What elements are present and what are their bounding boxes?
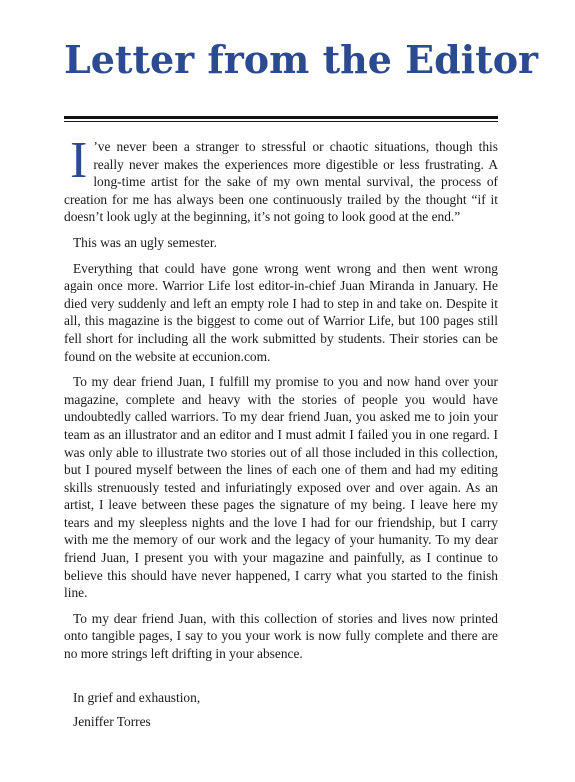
paragraph-ugly-semester: This was an ugly semester.	[73, 234, 217, 250]
closing-block	[64, 689, 498, 731]
paragraph-everything-wrong: Everything that could have gone wrong went wrong and then went wrong again once more. Warrior Life lost editor-in-chief Juan Miranda in January. He died very suddenly and left an empty role I had to step in and take on. Despite it all, this magazine is the biggest to come out of Warrior Life, but 100 pages still fell short for including all the work submitted by students. Their stories can be found on the website at eccunion.com.	[64, 260, 498, 364]
paragraph-collection-complete: To my dear friend Juan, with this collection of stories and lives now printed onto tangible pages, I say to you your work is now fully complete and there are no more strings left drifting in your absence.	[64, 610, 498, 662]
closing-signoff: In grief and exhaustion,	[73, 689, 201, 705]
title-rule-thick	[64, 116, 498, 119]
paragraph-dear-friend: To my dear friend Juan, I fulfill my promise to you and now hand over your magazine, complete and heavy with the stories of people you would have undoubtedly called warriors. To my dear friend Juan, you asked me to join your team as an illustrator and an editor and I must admit I failed you in one regard. I was only able to illustrate two stories out of all those included in this collection, but I poured myself between the lines of each one of them and had my editing skills strenuously tested and infuriatingly exposed over and over again. As an artist, I leave between these pages the signature of my being. I leave here my tears and my sleepless nights and the love I had for our friendship, but I carry with me the memory of our work and the legacy of your humanity. To my dear friend Juan, I present you with your magazine and painfully, as I continue to believe this should have never happened, I carry what you started to the finish line.	[64, 374, 498, 601]
closing-name: Jeniffer Torres	[73, 714, 151, 730]
letter-body	[64, 132, 498, 738]
paragraph-opening-text: ’ve never been a stranger to stressful or chaotic situations, though this really never makes the experiences more digestible or less frustrating. A long-time artist for the sake of my own mental survival, the process of creation for me has always been one continuously trailed by the thought “if it doesn’t look ugly at the beginning, it’s not going to look good at the end.”	[64, 139, 498, 225]
page-title: Letter from the Editor	[64, 37, 539, 82]
title-rule-thin	[64, 121, 498, 122]
paragraph-opening	[64, 132, 498, 226]
drop-cap: I	[70, 132, 88, 189]
